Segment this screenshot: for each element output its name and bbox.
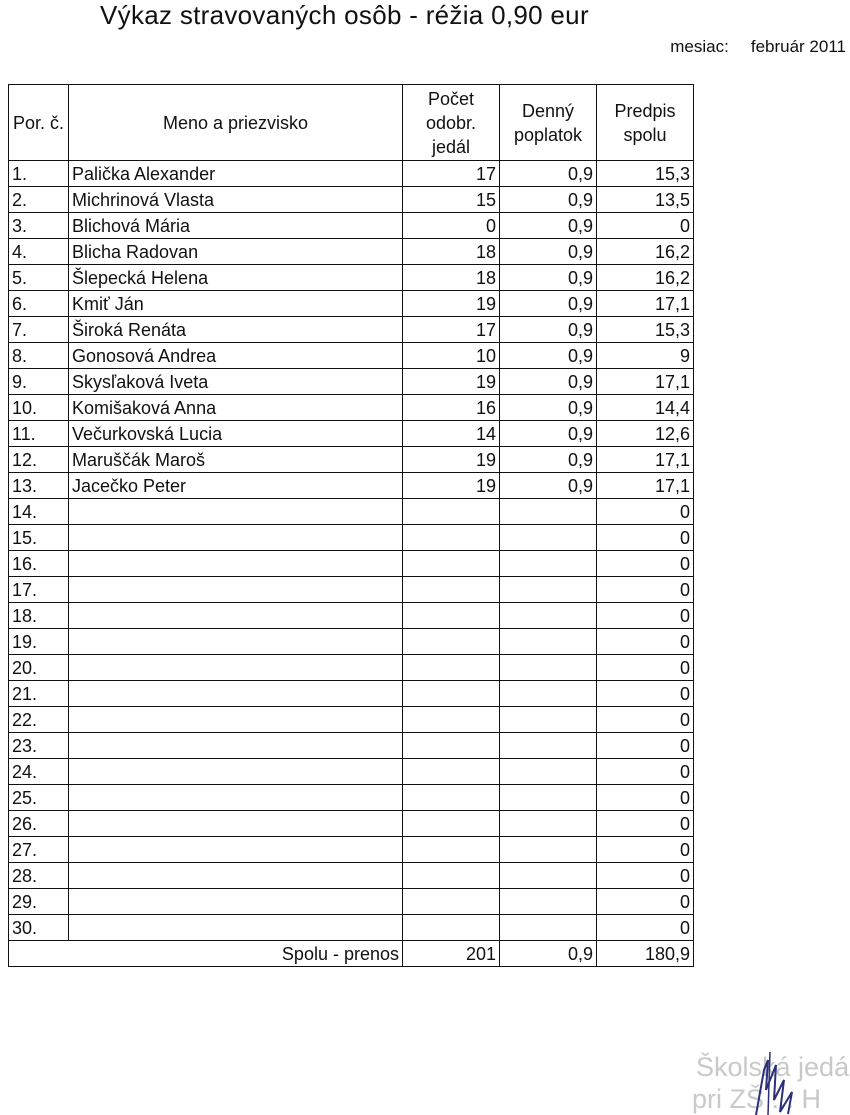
- row-total: 13,5: [597, 187, 694, 213]
- row-meal-count: 10: [403, 343, 500, 369]
- row-meal-count: 19: [403, 447, 500, 473]
- table-row: [9, 213, 694, 239]
- row-name: Maruščák Maroš: [69, 447, 403, 473]
- table-row: [9, 447, 694, 473]
- row-daily-fee: [500, 837, 597, 863]
- row-name: Jacečko Peter: [69, 473, 403, 499]
- table-row: [9, 863, 694, 889]
- row-meal-count: 19: [403, 369, 500, 395]
- row-daily-fee: 0,9: [500, 265, 597, 291]
- table-row: [9, 681, 694, 707]
- table-row: [9, 759, 694, 785]
- row-number: 8.: [9, 343, 69, 369]
- total-amount: 180,9: [597, 941, 694, 967]
- row-total: 0: [597, 889, 694, 915]
- table-row: [9, 265, 694, 291]
- row-total: 17,1: [597, 447, 694, 473]
- row-meal-count: [403, 525, 500, 551]
- row-total: 0: [597, 863, 694, 889]
- row-name: [69, 707, 403, 733]
- row-total: 0: [597, 759, 694, 785]
- table-row: [9, 291, 694, 317]
- row-daily-fee: [500, 785, 597, 811]
- month-label: mesiac:: [670, 37, 729, 56]
- row-name: Palička Alexander: [69, 161, 403, 187]
- row-name: [69, 759, 403, 785]
- row-meal-count: [403, 681, 500, 707]
- table-row: [9, 603, 694, 629]
- row-name: Šlepecká Helena: [69, 265, 403, 291]
- row-total: 17,1: [597, 291, 694, 317]
- table-row: [9, 369, 694, 395]
- table-row: [9, 577, 694, 603]
- stamp-line-1: Školská jedá: [696, 1052, 850, 1082]
- row-name: Blicha Radovan: [69, 239, 403, 265]
- row-name: [69, 577, 403, 603]
- row-number: 4.: [9, 239, 69, 265]
- row-number: 12.: [9, 447, 69, 473]
- row-meal-count: 17: [403, 317, 500, 343]
- row-number: 23.: [9, 733, 69, 759]
- table-row: [9, 421, 694, 447]
- row-daily-fee: 0,9: [500, 291, 597, 317]
- row-number: 14.: [9, 499, 69, 525]
- row-daily-fee: [500, 499, 597, 525]
- table-row: [9, 187, 694, 213]
- row-total: 0: [597, 525, 694, 551]
- row-total: 9: [597, 343, 694, 369]
- table-row: [9, 343, 694, 369]
- total-row: [9, 941, 694, 967]
- row-total: 0: [597, 785, 694, 811]
- row-total: 14,4: [597, 395, 694, 421]
- row-meal-count: [403, 733, 500, 759]
- row-total: 0: [597, 603, 694, 629]
- row-daily-fee: [500, 733, 597, 759]
- row-daily-fee: [500, 577, 597, 603]
- table-row: [9, 525, 694, 551]
- row-name: [69, 629, 403, 655]
- row-number: 24.: [9, 759, 69, 785]
- row-meal-count: 17: [403, 161, 500, 187]
- row-daily-fee: 0,9: [500, 187, 597, 213]
- row-number: 28.: [9, 863, 69, 889]
- row-daily-fee: 0,9: [500, 369, 597, 395]
- row-meal-count: [403, 603, 500, 629]
- row-meal-count: [403, 655, 500, 681]
- row-name: [69, 525, 403, 551]
- table-row: [9, 889, 694, 915]
- month-line: [670, 37, 846, 57]
- row-number: 2.: [9, 187, 69, 213]
- row-number: 27.: [9, 837, 69, 863]
- row-total: 0: [597, 213, 694, 239]
- row-daily-fee: 0,9: [500, 421, 597, 447]
- row-number: 17.: [9, 577, 69, 603]
- row-number: 29.: [9, 889, 69, 915]
- table-row: [9, 707, 694, 733]
- table-row: [9, 785, 694, 811]
- document-title: Výkaz stravovaných osôb - réžia 0,90 eur: [100, 0, 589, 30]
- row-name: [69, 915, 403, 941]
- row-meal-count: [403, 707, 500, 733]
- row-number: 15.: [9, 525, 69, 551]
- table-row: [9, 915, 694, 941]
- table-row: [9, 395, 694, 421]
- row-total: 17,1: [597, 473, 694, 499]
- table-row: [9, 733, 694, 759]
- row-name: [69, 499, 403, 525]
- row-number: 7.: [9, 317, 69, 343]
- column-header-number: Por. č.: [9, 85, 69, 161]
- school-stamp: [684, 1030, 850, 1115]
- row-total: 15,3: [597, 161, 694, 187]
- row-number: 19.: [9, 629, 69, 655]
- row-number: 6.: [9, 291, 69, 317]
- row-name: [69, 655, 403, 681]
- row-meal-count: 18: [403, 239, 500, 265]
- row-meal-count: [403, 915, 500, 941]
- row-number: 18.: [9, 603, 69, 629]
- row-total: 0: [597, 707, 694, 733]
- row-name: Komišaková Anna: [69, 395, 403, 421]
- row-name: Gonosová Andrea: [69, 343, 403, 369]
- row-total: 0: [597, 577, 694, 603]
- row-name: Večurkovská Lucia: [69, 421, 403, 447]
- row-number: 5.: [9, 265, 69, 291]
- row-number: 9.: [9, 369, 69, 395]
- row-number: 16.: [9, 551, 69, 577]
- row-meal-count: [403, 889, 500, 915]
- row-daily-fee: 0,9: [500, 213, 597, 239]
- column-header-total: Predpis spolu: [597, 85, 694, 161]
- row-total: 0: [597, 629, 694, 655]
- total-label: Spolu - prenos: [9, 941, 403, 967]
- row-name: Široká Renáta: [69, 317, 403, 343]
- column-header-name: Meno a priezvisko: [69, 85, 403, 161]
- row-daily-fee: [500, 863, 597, 889]
- row-total: 0: [597, 811, 694, 837]
- row-meal-count: [403, 629, 500, 655]
- table-row: [9, 499, 694, 525]
- total-meal-count: 201: [403, 941, 500, 967]
- row-total: 15,3: [597, 317, 694, 343]
- row-meal-count: 18: [403, 265, 500, 291]
- row-meal-count: [403, 577, 500, 603]
- total-daily-fee: 0,9: [500, 941, 597, 967]
- row-meal-count: 19: [403, 291, 500, 317]
- table-row: [9, 551, 694, 577]
- row-daily-fee: [500, 681, 597, 707]
- row-meal-count: 15: [403, 187, 500, 213]
- row-name: Michrinová Vlasta: [69, 187, 403, 213]
- row-daily-fee: [500, 707, 597, 733]
- row-daily-fee: [500, 525, 597, 551]
- table-row: [9, 317, 694, 343]
- table-header-row: [9, 85, 694, 161]
- row-daily-fee: [500, 655, 597, 681]
- table-row: [9, 239, 694, 265]
- row-name: [69, 837, 403, 863]
- table-row: [9, 837, 694, 863]
- row-number: 21.: [9, 681, 69, 707]
- row-total: 0: [597, 655, 694, 681]
- row-total: 0: [597, 499, 694, 525]
- month-value: február 2011: [750, 37, 846, 56]
- row-daily-fee: 0,9: [500, 447, 597, 473]
- row-daily-fee: 0,9: [500, 395, 597, 421]
- row-meal-count: [403, 837, 500, 863]
- row-daily-fee: [500, 811, 597, 837]
- row-name: [69, 733, 403, 759]
- row-name: Blichová Mária: [69, 213, 403, 239]
- row-daily-fee: 0,9: [500, 239, 597, 265]
- row-daily-fee: [500, 915, 597, 941]
- row-daily-fee: [500, 551, 597, 577]
- row-meal-count: 16: [403, 395, 500, 421]
- table-row: [9, 161, 694, 187]
- row-meal-count: [403, 499, 500, 525]
- signature-mark: [684, 1030, 850, 1115]
- table-row: [9, 473, 694, 499]
- row-meal-count: [403, 759, 500, 785]
- row-number: 25.: [9, 785, 69, 811]
- row-daily-fee: 0,9: [500, 161, 597, 187]
- row-total: 0: [597, 915, 694, 941]
- row-meal-count: [403, 811, 500, 837]
- row-total: 0: [597, 733, 694, 759]
- row-daily-fee: [500, 629, 597, 655]
- row-name: [69, 603, 403, 629]
- row-name: [69, 551, 403, 577]
- row-daily-fee: [500, 759, 597, 785]
- row-name: Kmiť Ján: [69, 291, 403, 317]
- row-meal-count: [403, 551, 500, 577]
- row-total: 12,6: [597, 421, 694, 447]
- row-number: 1.: [9, 161, 69, 187]
- row-total: 17,1: [597, 369, 694, 395]
- row-number: 26.: [9, 811, 69, 837]
- row-number: 22.: [9, 707, 69, 733]
- row-meal-count: [403, 863, 500, 889]
- row-meal-count: 0: [403, 213, 500, 239]
- row-meal-count: [403, 785, 500, 811]
- row-daily-fee: 0,9: [500, 473, 597, 499]
- row-name: [69, 785, 403, 811]
- row-daily-fee: 0,9: [500, 343, 597, 369]
- table-row: [9, 629, 694, 655]
- row-name: [69, 681, 403, 707]
- row-total: 0: [597, 681, 694, 707]
- row-number: 13.: [9, 473, 69, 499]
- row-meal-count: 19: [403, 473, 500, 499]
- row-meal-count: 14: [403, 421, 500, 447]
- row-total: 0: [597, 837, 694, 863]
- row-name: Skysľaková Iveta: [69, 369, 403, 395]
- row-daily-fee: [500, 889, 597, 915]
- meal-report-table: [8, 84, 694, 967]
- row-number: 3.: [9, 213, 69, 239]
- row-total: 16,2: [597, 265, 694, 291]
- row-name: [69, 811, 403, 837]
- row-number: 30.: [9, 915, 69, 941]
- row-number: 11.: [9, 421, 69, 447]
- row-total: 16,2: [597, 239, 694, 265]
- column-header-daily-fee: Denný poplatok: [500, 85, 597, 161]
- row-name: [69, 863, 403, 889]
- row-number: 10.: [9, 395, 69, 421]
- column-header-meal-count: Počet odobr. jedál: [403, 85, 500, 161]
- table-row: [9, 655, 694, 681]
- row-total: 0: [597, 551, 694, 577]
- row-name: [69, 889, 403, 915]
- table-row: [9, 811, 694, 837]
- row-daily-fee: 0,9: [500, 317, 597, 343]
- stamp-line-2: pri ZŠ ... H: [692, 1084, 822, 1114]
- row-number: 20.: [9, 655, 69, 681]
- row-daily-fee: [500, 603, 597, 629]
